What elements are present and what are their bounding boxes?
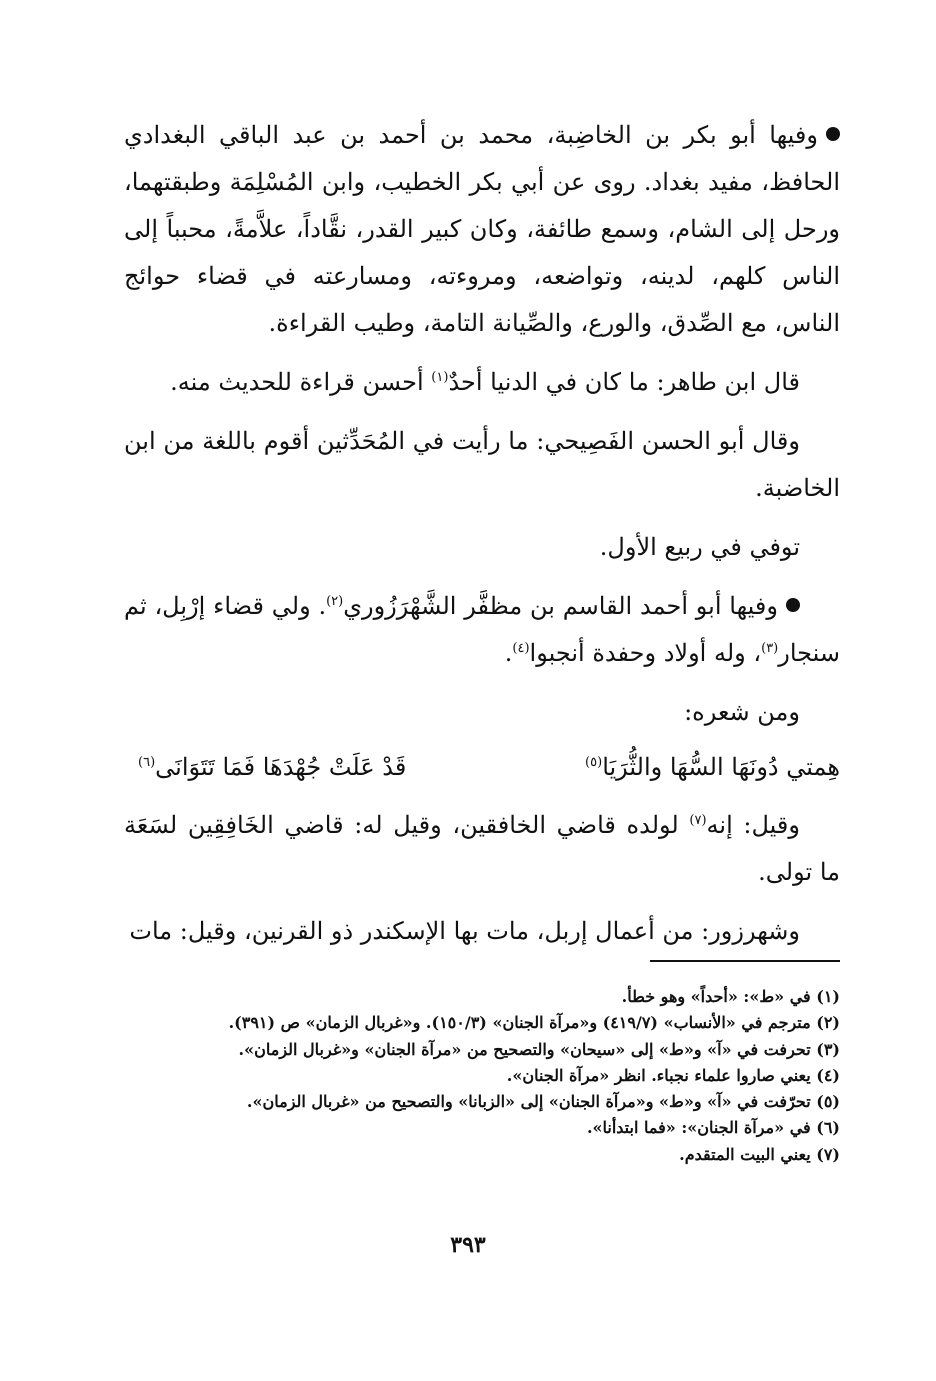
paragraph-ibn-tahir: قال ابن طاهر: ما كان في الدنيا أحدٌ$^{(١)}$ أحسن قراءة للحديث منه.	[170, 368, 800, 396]
footnote-ref-7[interactable]: (٧)	[689, 813, 707, 828]
footnote-5: (٥) تحرّفت في «آ» و«ط» و«مرآة الجنان» إلى «الزبانا» والتصحيح من «غربال الزمان».	[246, 1092, 840, 1112]
bullet-marker	[826, 127, 840, 141]
verse-second-hemistich: قَدْ عَلَتْ جُهْدَهَا فَمَا تَتَوَانَى$^{(٦)}$	[138, 753, 407, 781]
footnote-ref-2[interactable]: (٢)	[326, 594, 344, 609]
footnote-1: (١) في «ط»: «أحداً» وهو خطأ.	[621, 987, 840, 1006]
footnote-6: (٦) في «مرآة الجنان»: «فما ابتدأنا».	[586, 1118, 840, 1138]
paragraph-fasihi: وقال أبو الحسن الفَصِيحي: ما رأيت في المُحَدِّثين أقوم باللغة من ابن الخاضبة.	[124, 427, 840, 502]
paragraph-ibn-khadiba: وفيها أبو بكر بن الخاضِبة، محمد بن أحمد بن عبد الباقي البغدادي الحافظ، مفيد بغداد. روى عن أبي بكر الخطيب، وابن المُسْلِمَة وطبقتهما، ورحل إلى الشام، وسمع طائفة، وكان كبير القدر، نقَّاداً، علاَّمةً، محبباً إلى الناس كلهم، لدينه، وتواضعه، ومروءته، ومسارعته في قضاء حوائج الناس، مع الصِّدق، والورع، والصِّيانة التامة، وطيب القراءة.	[124, 121, 840, 337]
footnote-ref-5[interactable]: (٥)	[585, 755, 603, 770]
footnotes	[124, 984, 840, 1168]
footnote-ref-1[interactable]: (١)	[431, 370, 449, 385]
bullet-marker	[786, 598, 800, 612]
paragraph-shahrazuri: وفيها أبو أحمد القاسم بن مظفَّر الشَّهْرَزُوري$^{(٢)}$. ولي قضاء إرْبِل، ثم سنجار$^{(٣)}$، وله أولاد وحفدة أنجبوا$^{(٤)}$.	[124, 592, 840, 667]
footnote-ref-3[interactable]: (٣)	[761, 641, 779, 656]
main-text	[124, 112, 840, 967]
paragraph-shahrazur: وشهرزور: من أعمال إربل، مات بها الإسكندر ذو القرنين، وقيل: مات	[129, 917, 800, 945]
footnote-ref-4[interactable]: (٤)	[512, 641, 530, 656]
footnote-ref-6[interactable]: (٦)	[138, 755, 156, 770]
paragraph-death-date: توفي في ربيع الأول.	[599, 533, 800, 561]
poem-verse	[124, 742, 840, 792]
footnote-2: (٢) مترجم في «الأنساب» (٤١٩/٧) و«مرآة الجنان» (١٥٠/٣). و«غربال الزمان» ص (٣٩١).	[228, 1013, 840, 1033]
footnote-4: (٤) يعني صاروا علماء نجباء. انظر «مرآة الجنان».	[506, 1065, 840, 1085]
footnote-7: (٧) يعني البيت المتقدم.	[679, 1144, 840, 1164]
footnote-3: (٣) تحرفت في «آ» و«ط» إلى «سيحان» والتصحيح من «مرآة الجنان» و«غربال الزمان».	[238, 1039, 840, 1059]
footnote-separator	[650, 960, 840, 962]
paragraph-qadi-khafiqin: وقيل: إنه$^{(٧)}$ لولده قاضي الخافقين، وقيل له: قاضي الخَافِقِين لسَعَة ما تولى.	[124, 811, 840, 886]
verse-intro: ومن شعره:	[684, 698, 800, 726]
verse-first-hemistich: هِمتي دُونَهَا السُّهَا والثُّرَيَا$^{(٥)}$	[585, 753, 840, 781]
page-number: ٣٩٣	[450, 1232, 486, 1258]
